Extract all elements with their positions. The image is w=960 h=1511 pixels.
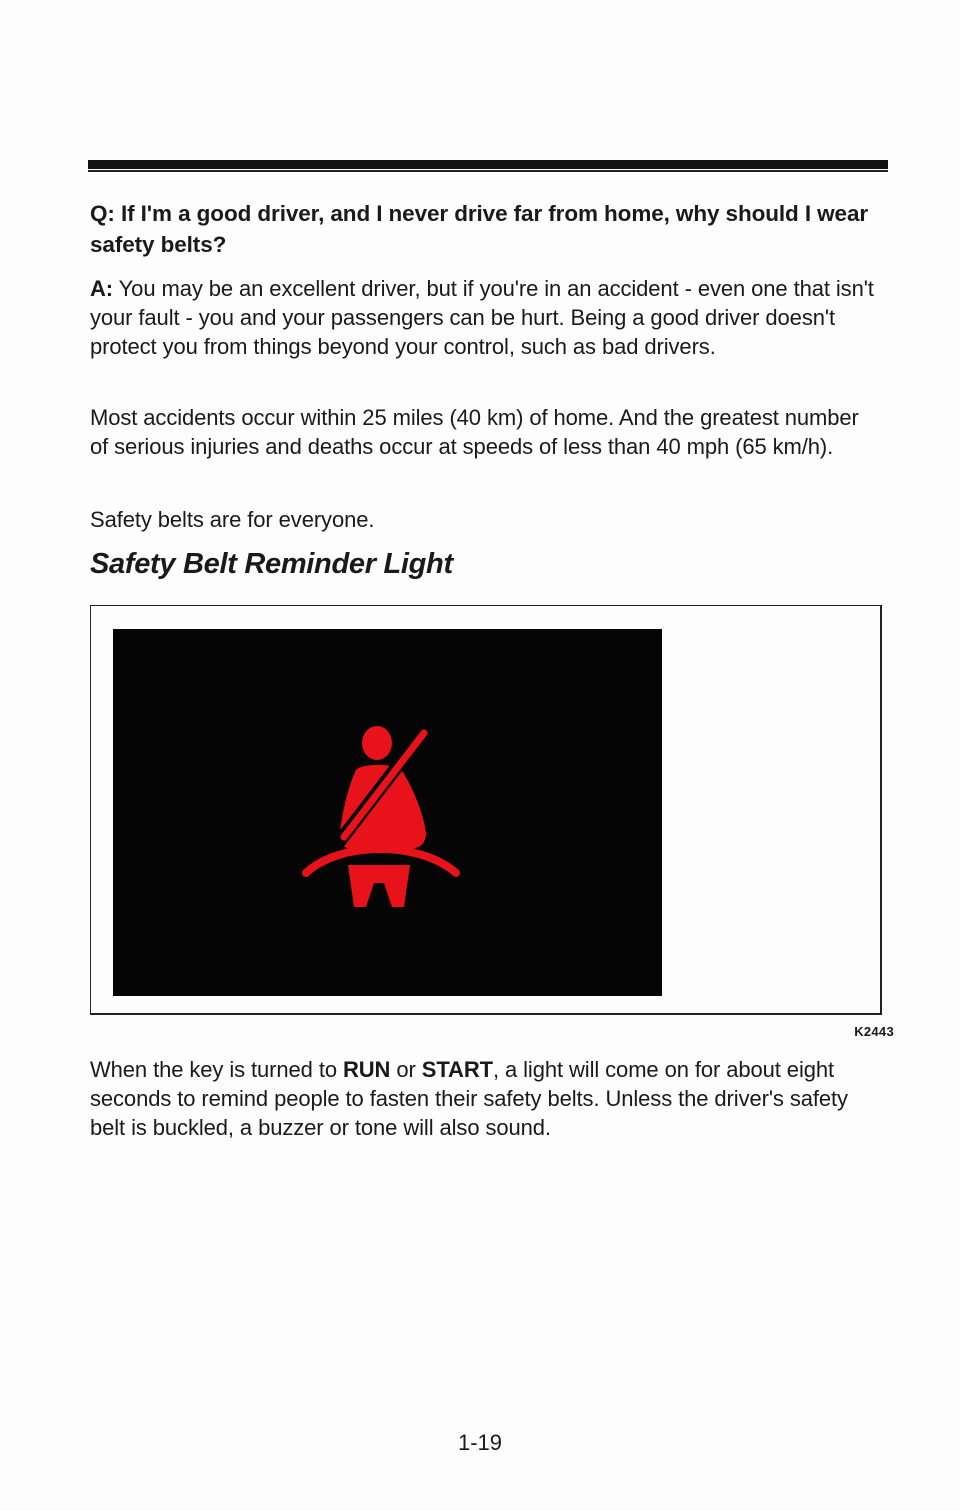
reminder-text-3: , a light will come on for about eight seconds to remind people to fasten their safety belts. Unless the driver's safety belt is buckled, a buzzer or tone will also sound. [90,1057,848,1140]
reminder-text-2: or [390,1057,422,1082]
header-rule-thick [88,160,888,169]
answer-paragraph [90,274,880,361]
reminder-text-1: When the key is turned to [90,1057,343,1082]
run-keyword: RUN [342,1057,391,1082]
question-heading: Q: If I'm a good driver, and I never drive far from home, why should I wear safety belts? [90,201,869,257]
seat-belt-figure [306,726,456,907]
answer-label: A: [90,276,114,301]
occupant-legs [348,865,410,907]
figure-code: K2443 [854,1024,894,1039]
seat-belt-icon [300,715,460,915]
reminder-paragraph [90,1055,880,1142]
occupant-head [362,726,392,760]
accidents-paragraph: Most accidents occur within 25 miles (40 km) of home. And the greatest number of serious injuries and deaths occur at speeds of less than 40 mph (65 km/h). [90,405,859,459]
section-title: Safety Belt Reminder Light [90,548,453,580]
page-number: 1-19 [457,1430,503,1455]
everyone-paragraph: Safety belts are for everyone. [90,507,375,532]
header-rule-thin [88,170,888,172]
answer-text: You may be an excellent driver, but if you're in an accident - even one that isn't your fault - you and your passengers can be hurt. Being a good driver doesn't protect you from things beyond your control, such as bad drivers. [90,276,874,359]
start-keyword: START [421,1057,493,1082]
